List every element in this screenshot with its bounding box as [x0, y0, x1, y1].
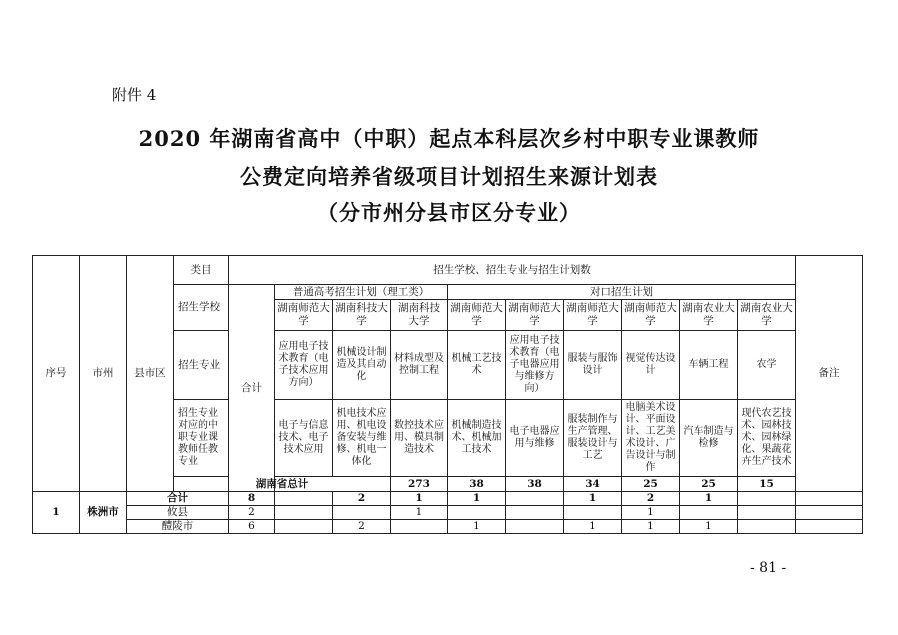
county-value: 2	[333, 520, 391, 534]
county-value: 1	[622, 520, 680, 534]
remark-cell	[796, 492, 863, 506]
major-cell: 材料成型及控制工程	[391, 331, 448, 400]
teach-major-cell: 服装制作与生产管理、服装设计与工艺	[564, 400, 622, 477]
school-cell: 湖南师范大学	[448, 300, 506, 331]
major-cell: 机械设计制造及其自动化	[333, 331, 391, 400]
school-cell: 湖南师范大学	[622, 300, 680, 331]
county-value	[680, 506, 738, 520]
county-value	[738, 520, 796, 534]
city-cell: 株洲市	[80, 492, 127, 534]
title-line-2: 公费定向培养省级项目计划招生来源计划表	[240, 164, 658, 189]
seq-header: 序号	[33, 256, 80, 492]
remark-cell	[796, 520, 863, 534]
major-cell: 视觉传达设计	[622, 331, 680, 400]
county-value	[448, 506, 506, 520]
teach-major-cell: 数控技术应用、模具制造技术	[391, 400, 448, 477]
county-value: 1	[564, 520, 622, 534]
school-cell: 湖南科技大学	[391, 300, 448, 331]
county-value	[275, 520, 333, 534]
county-cell: 攸县	[127, 506, 229, 520]
subtotal-value	[738, 492, 796, 506]
county-total: 6	[229, 520, 275, 534]
province-total-sum: 273	[391, 477, 448, 492]
general-plan-header: 普通高考招生计划（理工类）	[275, 285, 448, 300]
teach-major-cell: 机电技术应用、机电设备安装与维修、机电一体化	[333, 400, 391, 477]
seq-cell: 1	[33, 492, 80, 534]
teach-major-cell: 电脑美术设计、平面设计、工艺美术设计、广告设计与制作	[622, 400, 680, 477]
county-value: 1	[391, 506, 448, 520]
county-value	[391, 520, 448, 534]
school-cell: 湖南师范大学	[564, 300, 622, 331]
subtotal-value: 2	[333, 492, 391, 506]
county-cell: 醴陵市	[127, 520, 229, 534]
teach-major-cell: 电子与信息技术、电子技术应用	[275, 400, 333, 477]
major-cell: 应用电子技术教育（电子技术应用方向）	[275, 331, 333, 400]
plan-table	[32, 255, 863, 534]
subtotal-value: 1	[448, 492, 506, 506]
school-cell: 湖南师范大学	[506, 300, 564, 331]
county-value	[738, 506, 796, 520]
county-value	[506, 506, 564, 520]
title-line-3: （分市州分县市区分专业）	[317, 200, 581, 225]
teach-major-cell: 电子电器应用与维修	[506, 400, 564, 477]
city-subtotal-label: 合计	[127, 492, 229, 506]
major-cell: 应用电子技术教育（电子电器应用与维修方向）	[506, 331, 564, 400]
county-value: 1	[622, 506, 680, 520]
county-value: 1	[680, 520, 738, 534]
major-cell: 农学	[738, 331, 796, 400]
county-value	[333, 506, 391, 520]
city-header: 市州	[80, 256, 127, 492]
teach-major-cell: 汽车制造与检修	[680, 400, 738, 477]
province-total-value: 38	[506, 477, 564, 492]
teacher-major-header: 招生专业对应的中职专业课教师任教专业	[174, 400, 229, 477]
attachment-label: 附件 4	[112, 86, 157, 104]
province-total-value: 15	[738, 477, 796, 492]
teach-major-cell: 机械制造技术、机械加工技术	[448, 400, 506, 477]
county-header: 县市区	[127, 256, 174, 492]
major-cell: 机械工艺技术	[448, 331, 506, 400]
province-total-value: 34	[564, 477, 622, 492]
teach-major-cell: 现代农艺技术、园林技术、园林绿化、果蔬花卉生产技术	[738, 400, 796, 477]
subtotal-value: 1	[680, 492, 738, 506]
county-value: 1	[448, 520, 506, 534]
plan-group-header: 招生学校、招生专业与招生计划数	[229, 256, 796, 285]
subtotal-value: 2	[622, 492, 680, 506]
total-header: 合计	[229, 285, 275, 492]
school-cell: 湖南师范大学	[275, 300, 333, 331]
county-value	[506, 520, 564, 534]
category-header: 类目	[174, 256, 229, 285]
remark-cell	[796, 506, 863, 520]
province-total-value: 38	[448, 477, 506, 492]
province-total-value: 25	[680, 477, 738, 492]
school-cell: 湖南科技大学	[333, 300, 391, 331]
subtotal-value	[506, 492, 564, 506]
major-header: 招生专业	[174, 331, 229, 400]
school-header: 招生学校	[174, 285, 229, 331]
county-total: 2	[229, 506, 275, 520]
major-cell: 车辆工程	[680, 331, 738, 400]
remark-header: 备注	[796, 256, 863, 492]
school-cell: 湖南农业大学	[738, 300, 796, 331]
vocational-plan-header: 对口招生计划	[448, 285, 796, 300]
city-subtotal-sum: 8	[229, 492, 275, 506]
province-total-value: 25	[622, 477, 680, 492]
subtotal-value: 1	[391, 492, 448, 506]
province-total-label: 湖南省总计	[174, 477, 391, 492]
county-value	[275, 506, 333, 520]
subtotal-value	[275, 492, 333, 506]
title-line-1: 2020 年湖南省高中（中职）起点本科层次乡村中职专业课教师	[138, 126, 760, 151]
subtotal-value: 1	[564, 492, 622, 506]
page-number: - 81 -	[750, 560, 787, 576]
major-cell: 服装与服饰设计	[564, 331, 622, 400]
school-cell: 湖南农业大学	[680, 300, 738, 331]
county-value	[564, 506, 622, 520]
